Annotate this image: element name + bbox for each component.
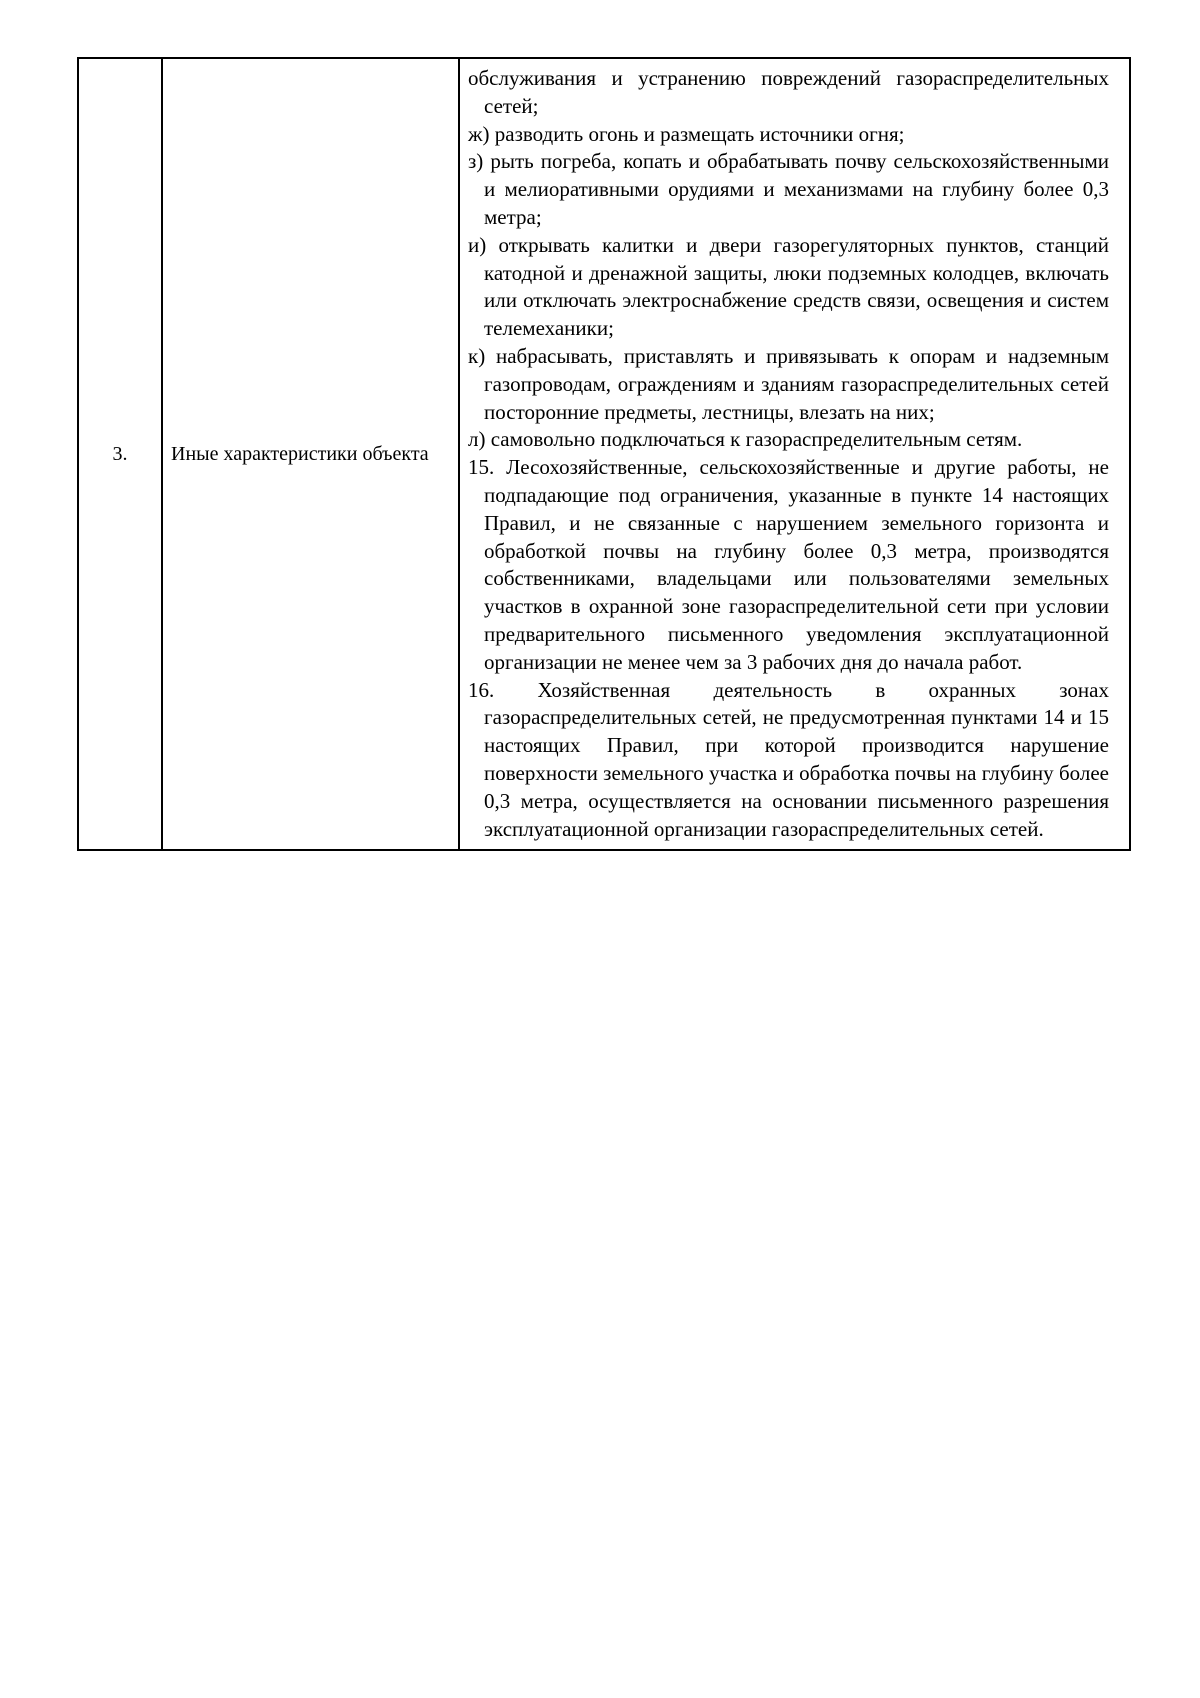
paragraph: 16. Хозяйственная деятельность в охранных зонах газораспределительных сетей, не предусмотренная пунктами 14 и 15 настоящих Правил, при которой производится нарушение поверхности земельного участка и обработка почвы на глубину более 0,3 метра, осуществляется на основании письменного разрешения эксплуатационной организации газораспределительных сетей. <box>468 677 1109 841</box>
row-content <box>459 58 1130 850</box>
characteristics-table <box>77 57 1131 851</box>
paragraph: и) открывать калитки и двери газорегуляторных пунктов, станций катодной и дренажной защиты, люки подземных колодцев, включать или отключать электроснабжение средств связи, освещения и систем телемеханики; <box>468 232 1109 341</box>
paragraph: ж) разводить огонь и размещать источники огня; <box>468 121 905 146</box>
row-number: 3. <box>78 58 162 850</box>
paragraph: к) набрасывать, приставлять и привязывать к опорам и надземным газопроводам, ограждениям и зданиям газораспределительных сетей посторонние предметы, лестницы, влезать на них; <box>468 343 1109 424</box>
paragraph: з) рыть погреба, копать и обрабатывать почву сельскохозяйственными и мелиоративными орудиями и механизмами на глубину более 0,3 метра; <box>468 149 1109 229</box>
row-name: Иные характеристики объекта <box>162 58 459 850</box>
paragraph: 15. Лесохозяйственные, сельскохозяйственные и другие работы, не подпадающие под ограничения, указанные в пункте 14 настоящих Правил, и не связанные с нарушением земельного горизонта и обработкой почвы на глубину более 0,3 метра, производятся собственниками, владельцами или пользователями земельных участков в охранной зоне газораспределительной сети при условии предварительного письменного уведомления эксплуатационной организации не менее чем за 3 рабочих дня до начала работ. <box>468 455 1109 674</box>
paragraph: л) самовольно подключаться к газораспределительным сетям. <box>468 427 1023 452</box>
paragraph: обслуживания и устранению повреждений газораспределительных сетей; <box>468 66 1109 118</box>
table-row <box>78 58 1130 850</box>
